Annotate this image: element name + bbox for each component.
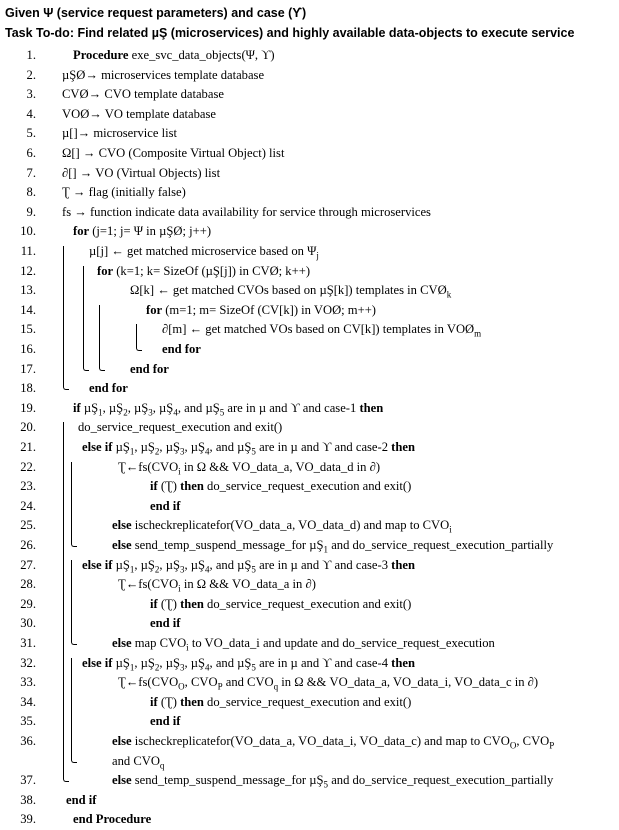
keyword: end if	[66, 792, 97, 807]
code-token: and do_service_request_execution_partially	[328, 773, 554, 788]
keyword: then	[391, 557, 415, 572]
line-number: 23.	[20, 479, 36, 494]
line-number: 34.	[20, 694, 36, 709]
code-token: 2	[154, 446, 160, 457]
line-number: 13.	[20, 283, 36, 298]
code-text	[150, 693, 411, 713]
code-token: , and µŞ	[177, 400, 220, 415]
code-token: ∂[m] ← get matched VOs based on CV[k]) templates in VOØ	[162, 322, 475, 337]
code-token: µŞ	[112, 557, 130, 572]
code-token: Ω[] → CVO (Composite Virtual Object) list	[62, 146, 285, 160]
line-number: 8.	[26, 185, 36, 200]
code-text	[62, 144, 284, 164]
keyword: else if	[82, 440, 113, 454]
code-token: (Ʈ)	[157, 596, 181, 611]
keyword: then	[391, 440, 415, 454]
code-token: µ[]→ microservice list	[62, 126, 177, 141]
code-token: , µŞ	[134, 440, 155, 454]
code-token: 4	[205, 446, 210, 457]
code-token: 1	[129, 446, 135, 457]
code-token: CVØ→ CVO template database	[62, 87, 224, 102]
line-number: 18.	[20, 381, 36, 396]
code-token: ischeckreplicatefor(VO_data_a, VO_data_i, VO_data_c) and map to CVO	[131, 734, 510, 748]
code-text	[62, 124, 177, 144]
code-token: , µŞ	[184, 655, 206, 670]
line-number: 36.	[20, 734, 36, 748]
line-number: 21.	[20, 440, 36, 454]
code-token: 5	[251, 446, 256, 457]
code-token: µ[j] ← get matched microservice based on Ψ	[89, 244, 317, 258]
code-token: send_temp_suspend_message_for µŞ	[131, 773, 324, 788]
code-token: 3	[179, 564, 185, 575]
line-number: 30.	[20, 616, 36, 631]
block-bracket	[63, 246, 69, 390]
line-number: 2.	[26, 67, 36, 82]
keyword: else	[112, 538, 132, 552]
code-token: ∂[] → VO (Virtual Objects) list	[62, 165, 221, 180]
code-token: , µŞ	[134, 655, 155, 670]
keyword: then	[180, 694, 204, 709]
code-token: ischeckreplicatefor(VO_data_a, VO_data_d) and map to CVO	[131, 518, 450, 533]
code-token: in Ω && VO_data_a in ∂)	[180, 577, 316, 592]
line-number: 28.	[20, 577, 36, 592]
code-token: , µŞ	[159, 655, 180, 670]
block-bracket	[63, 422, 69, 782]
line-number: 7.	[26, 165, 36, 180]
line-number: 11.	[20, 244, 36, 258]
line-number: 5.	[26, 126, 36, 141]
code-token: 5	[251, 564, 256, 575]
code-text	[78, 418, 282, 438]
code-token: P	[549, 740, 555, 751]
code-text	[73, 46, 275, 66]
keyword: end if	[150, 616, 181, 631]
line-number: 12.	[20, 263, 36, 278]
code-token: Ʈ←fs(CVO	[118, 577, 179, 592]
code-token: Ʈ←fs(CVO	[118, 675, 179, 690]
code-text	[112, 732, 554, 756]
keyword: if	[150, 479, 158, 494]
code-token: 2	[154, 564, 160, 575]
code-text	[73, 810, 151, 830]
given-heading: Given Ψ (service request parameters) and case (ϒ)	[5, 6, 307, 20]
code-token: fs → function indicate data availability for service through microservices	[62, 204, 431, 219]
code-text	[89, 379, 128, 399]
keyword: end for	[89, 381, 128, 396]
line-number: 22.	[20, 459, 36, 474]
code-token: O	[509, 740, 517, 751]
code-token: , µŞ	[159, 557, 180, 572]
code-text	[62, 164, 220, 184]
line-number: 37.	[20, 773, 36, 788]
line-number: 32.	[20, 655, 36, 670]
line-number: 15.	[20, 322, 36, 337]
code-token: µŞØ→ microservices template database	[62, 67, 265, 82]
code-token: 5	[323, 779, 329, 790]
code-token: , µŞ	[159, 440, 180, 454]
code-token: do_service_request_execution and exit()	[203, 479, 412, 494]
code-token: (k=1; k= SizeOf (µŞ[j]) in CVØ; k++)	[113, 263, 311, 278]
code-token: 1	[98, 407, 103, 418]
keyword: else	[112, 518, 132, 533]
code-token: Ʈ←fs(CVO	[118, 459, 179, 474]
line-number: 39.	[20, 812, 36, 827]
code-text	[62, 66, 264, 86]
code-text	[62, 85, 224, 105]
keyword: then	[391, 655, 415, 670]
code-token: exe_svc_data_objects(Ψ, ϒ)	[128, 48, 275, 62]
code-token: µŞ	[112, 440, 130, 454]
code-token: Ʈ → flag (initially false)	[62, 185, 186, 200]
code-text	[150, 477, 411, 497]
code-token: 2	[154, 662, 160, 673]
keyword: else	[112, 734, 132, 748]
code-token: (Ʈ)	[157, 479, 181, 494]
code-token: do_service_request_execution and exit()	[203, 596, 412, 611]
code-token: 5	[251, 662, 256, 673]
code-text	[130, 360, 169, 380]
keyword: if	[150, 596, 158, 611]
line-number: 38.	[20, 792, 36, 807]
code-token: , µŞ	[184, 557, 206, 572]
code-token: k	[446, 289, 452, 300]
code-token: are in µ and ϒ and case-3	[255, 557, 392, 572]
code-text	[62, 105, 216, 125]
code-text	[162, 320, 481, 344]
line-number: 6.	[26, 146, 36, 160]
code-token: , and µŞ	[209, 557, 252, 572]
code-token: 4	[205, 662, 210, 673]
keyword: else	[112, 773, 132, 788]
code-token: m	[474, 328, 482, 339]
line-number: 1.	[26, 48, 36, 62]
line-number: 20.	[20, 420, 36, 435]
line-number: 4.	[26, 106, 36, 121]
code-token: µŞ	[80, 400, 99, 415]
code-token: 4	[205, 564, 210, 575]
keyword: if	[73, 400, 81, 415]
code-token: , µŞ	[127, 400, 149, 415]
code-text	[146, 301, 376, 321]
code-token: to VO_data_i and update and do_service_request_execution	[188, 636, 495, 650]
keyword: for	[146, 302, 163, 317]
code-token: are in µ and ϒ and case-2	[255, 440, 392, 454]
code-token: i	[178, 583, 181, 594]
code-token: (j=1; j= Ψ in µŞØ; j++)	[89, 224, 212, 239]
code-token: 5	[219, 407, 225, 418]
code-text	[150, 712, 180, 732]
keyword: else if	[82, 655, 113, 670]
keyword: else if	[82, 557, 113, 572]
line-number: 35.	[20, 714, 36, 729]
code-token: , µŞ	[134, 557, 155, 572]
keyword: end for	[162, 342, 201, 356]
code-token: , µŞ	[102, 400, 124, 415]
code-token: j	[316, 250, 319, 261]
code-token: µŞ	[112, 655, 130, 670]
code-token: i	[178, 466, 181, 477]
keyword: end for	[130, 361, 169, 376]
line-number: 33.	[20, 675, 36, 690]
line-number: 31.	[20, 636, 36, 650]
code-token: 1	[129, 564, 135, 575]
code-token: 3	[179, 662, 185, 673]
keyword: then	[180, 596, 204, 611]
line-number: 19.	[20, 400, 36, 415]
keyword: then	[359, 400, 384, 415]
code-text	[150, 595, 411, 615]
code-text	[112, 771, 553, 795]
line-number: 25.	[20, 518, 36, 533]
code-token: i	[449, 524, 452, 535]
code-text	[150, 614, 180, 634]
code-token: (Ʈ)	[157, 694, 181, 709]
code-token: (m=1; m= SizeOf (CV[k]) in VOØ; m++)	[162, 302, 377, 317]
code-token: , and µŞ	[209, 440, 252, 454]
block-bracket	[71, 462, 77, 547]
code-token: O	[178, 681, 185, 692]
code-token: i	[186, 642, 189, 653]
code-token: 3	[179, 446, 185, 457]
line-number: 10.	[20, 224, 36, 239]
code-token: map CVO	[131, 636, 187, 650]
code-token: q	[159, 760, 165, 771]
code-token: and do_service_request_execution_partially	[328, 538, 554, 552]
keyword: for	[97, 263, 114, 278]
code-token: , CVO	[516, 734, 550, 748]
code-token: 3	[148, 407, 153, 418]
block-bracket	[71, 658, 77, 763]
code-token: and CVO	[222, 675, 274, 690]
keyword: if	[150, 694, 158, 709]
line-number: 27.	[20, 557, 36, 572]
code-token: , CVO	[184, 675, 218, 690]
line-number: 29.	[20, 596, 36, 611]
code-token: VOØ→ VO template database	[62, 106, 216, 121]
code-token: are in µ and ϒ and case-1	[224, 400, 360, 415]
line-number: 3.	[26, 87, 36, 102]
line-number: 26.	[20, 538, 36, 552]
keyword: end if	[150, 498, 181, 513]
line-number: 14.	[20, 302, 36, 317]
keyword: Procedure	[73, 48, 129, 62]
code-text	[62, 203, 431, 223]
code-token: 1	[323, 544, 329, 555]
line-number: 16.	[20, 342, 36, 356]
line-number: 17.	[20, 361, 36, 376]
code-token: 2	[123, 407, 128, 418]
task-heading: Task To-do: Find related µŞ (microservices) and highly available data-objects to execute service	[5, 26, 575, 40]
code-text	[97, 262, 310, 282]
block-bracket	[136, 324, 142, 351]
code-token: and CVO	[112, 753, 160, 768]
keyword: end if	[150, 714, 181, 729]
keyword: then	[180, 479, 204, 494]
block-bracket	[99, 305, 105, 371]
code-token: , and µŞ	[209, 655, 252, 670]
line-number: 9.	[26, 204, 36, 219]
code-token: do_service_request_execution and exit()	[78, 420, 283, 435]
keyword: for	[73, 224, 90, 239]
code-token: 4	[173, 407, 178, 418]
code-token: are in µ and ϒ and case-4	[255, 655, 392, 670]
code-token: q	[273, 681, 279, 692]
line-number: 24.	[20, 498, 36, 513]
code-text	[150, 497, 180, 517]
code-token: Ω[k] ← get matched CVOs based on µŞ[k]) templates in CVØ	[130, 283, 447, 298]
code-text	[73, 222, 211, 242]
code-token: 1	[129, 662, 135, 673]
code-text	[62, 183, 186, 203]
code-token: , µŞ	[184, 440, 206, 454]
code-token: , µŞ	[152, 400, 174, 415]
block-bracket	[83, 266, 89, 371]
code-token: send_temp_suspend_message_for µŞ	[131, 538, 324, 552]
block-bracket	[71, 560, 77, 645]
code-token: P	[217, 681, 223, 692]
code-text	[162, 340, 201, 360]
code-token: in Ω && VO_data_a, VO_data_i, VO_data_c in ∂)	[278, 675, 539, 690]
code-token: do_service_request_execution and exit()	[203, 694, 412, 709]
code-token: in Ω && VO_data_a, VO_data_d in ∂)	[180, 459, 381, 474]
keyword: else	[112, 636, 132, 650]
keyword: end Procedure	[73, 812, 152, 827]
